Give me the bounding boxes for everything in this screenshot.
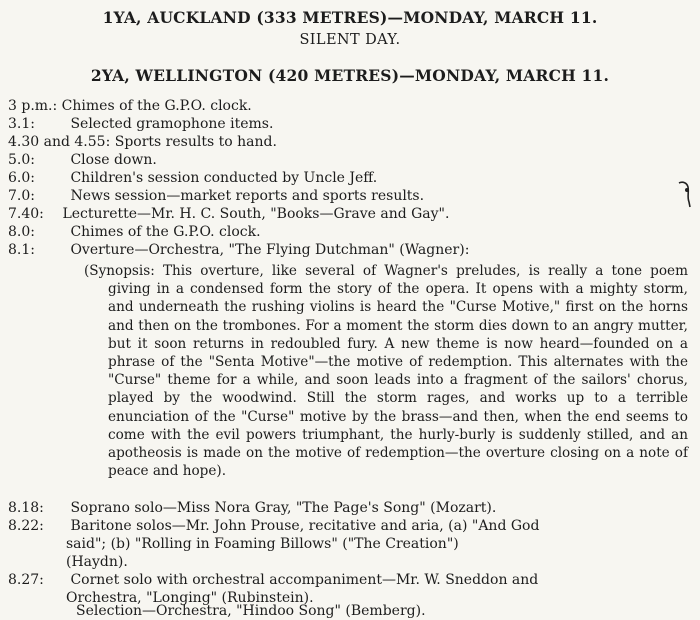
schedule-text: Close down. [70,152,157,168]
schedule-time: 6.0: [8,170,35,186]
schedule-time: 8.22: [8,518,44,534]
schedule-text: Sports results to hand. [114,134,277,150]
schedule-item [8,151,157,169]
schedule-text: Chimes of the G.P.O. clock. [61,98,252,114]
schedule-item [8,205,449,223]
schedule-time: 8.0: [8,224,35,240]
schedule-time: 7.0: [8,188,35,204]
schedule-text: Soprano solo—Miss Nora Gray, "The Page's Song" (Mozart). [70,500,497,516]
schedule-item [8,97,252,115]
schedule-text: Children's session conducted by Uncle Jeff. [70,170,378,186]
schedule-text: Chimes of the G.P.O. clock. [70,224,261,240]
schedule-text: (Haydn). [66,554,128,570]
schedule-text: Cornet solo with orchestral accompaniment—Mr. W. Sneddon and [70,572,539,588]
schedule-item [8,571,538,589]
schedule-text: Lecturette—Mr. H. C. South, "Books—Grave and Gay". [62,206,450,222]
station2-heading: 2YA, WELLINGTON (420 METRES)—MONDAY, MARCH 11. [90,66,610,85]
station1-heading: 1YA, AUCKLAND (333 METRES)—MONDAY, MARCH 11. [102,8,598,27]
schedule-time: 5.0: [8,152,35,168]
schedule-item-continued [66,553,128,571]
schedule-item [8,169,377,187]
schedule-time: 3.1: [8,116,35,132]
schedule-item [8,187,424,205]
station1-note: SILENT DAY. [299,32,401,48]
schedule-item [8,115,273,133]
schedule-time: 8.27: [8,572,44,588]
schedule-item [8,517,539,535]
overture-synopsis: (Synopsis: This overture, like several of Wagner's preludes, is really a tone poem giving in a condensed form the story of the opera. It opens with a mighty storm, and underneath the rushing violins is heard the "Curse Motive," first on the horns and then on the trombones. For a moment the storm dies down to an angry mutter, but it soon returns in redoubled fury. A new theme is now heard—founded on a phrase of the "Senta Motive"—the motive of redemption. This alternates with the "Curse" theme for a while, and soon leads into a fragment of the sailors' chorus, played by the woodwind. Still the storm rages, and works up to a terrible enunciation of the "Curse" motive by the brass—and then, when the end seems to come with the evil powers triumphant, the hurly-burly is suddenly stilled, and an apotheosis is made on the motive of redemption—the overture closing on a note of peace and hope). [84,263,688,480]
schedule-text: Overture—Orchestra, "The Flying Dutchman" (Wagner): [70,242,470,258]
schedule-text: News session—market reports and sports results. [70,188,425,204]
schedule-text: said"; (b) "Rolling in Foaming Billows" ("The Creation") [66,536,459,552]
schedule-item [76,602,426,620]
schedule-time: 8.18: [8,500,44,516]
schedule-text: Baritone solos—Mr. John Prouse, recitative and aria, (a) "And God [70,518,540,534]
schedule-item-continued [66,535,459,553]
schedule-time: 8.1: [8,242,35,258]
ink-blot-mark [678,180,692,210]
schedule-item [8,499,496,517]
schedule-time: 7.40: [8,206,44,222]
schedule-time: 4.30 and 4.55: [8,134,111,150]
schedule-item [8,241,469,259]
schedule-text: Orchestra, "Longing" (Rubinstein). [66,590,314,606]
schedule-text: Selection—Orchestra, "Hindoo Song" (Bemberg). [76,603,426,619]
schedule-item [8,223,261,241]
schedule-item [8,133,277,151]
schedule-time: 3 p.m.: [8,98,58,114]
schedule-text: Selected gramophone items. [70,116,274,132]
